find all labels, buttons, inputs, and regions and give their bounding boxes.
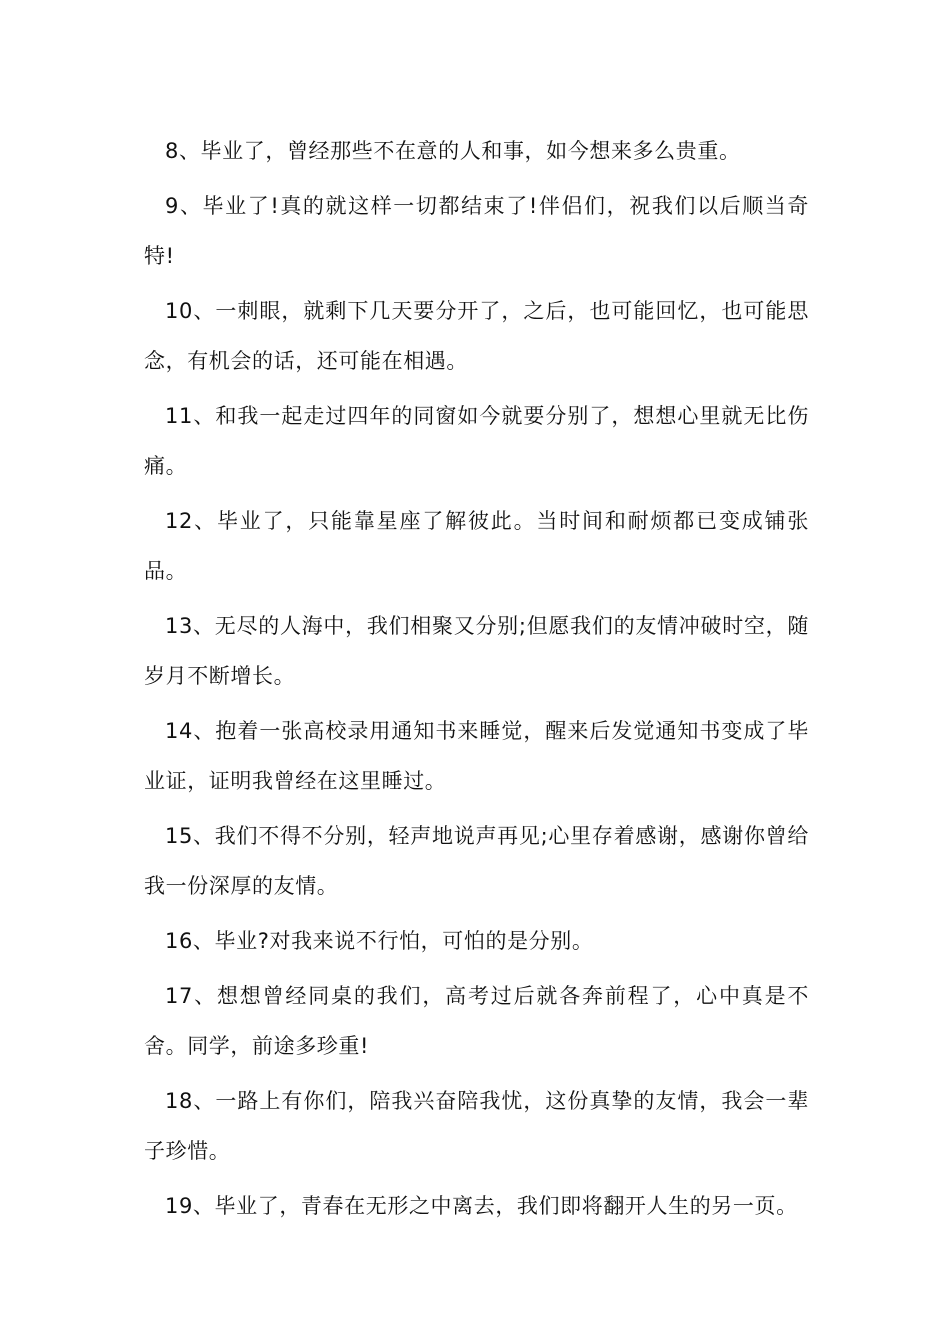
paragraph-15: 15、我们不得不分别，轻声地说声再见;心里存着感谢，感谢你曾给我一份深厚的友情。 <box>144 824 809 898</box>
paragraph-19: 19、毕业了，青春在无形之中离去，我们即将翻开人生的另一页。 <box>165 1194 798 1218</box>
paragraph-14: 14、抱着一张高校录用通知书来睡觉，醒来后发觉通知书变成了毕业证，证明我曾经在这里睡过。 <box>144 719 809 793</box>
document-body <box>144 126 809 1236</box>
paragraph-10: 10、一刺眼，就剩下几天要分开了，之后，也可能回忆，也可能思念，有机会的话，还可能在相遇。 <box>144 299 809 373</box>
paragraph-17: 17、想想曾经同桌的我们，高考过后就各奔前程了，心中真是不舍。同学，前途多珍重! <box>144 984 809 1058</box>
paragraph-8: 8、毕业了，曾经那些不在意的人和事，如今想来多么贵重。 <box>165 139 741 163</box>
paragraph-18: 18、一路上有你们，陪我兴奋陪我忧，这份真挚的友情，我会一辈子珍惜。 <box>144 1089 809 1163</box>
paragraph-13: 13、无尽的人海中，我们相聚又分别;但愿我们的友情冲破时空，随岁月不断增长。 <box>144 614 809 688</box>
paragraph-16: 16、毕业?对我来说不行怕，可怕的是分别。 <box>165 929 594 953</box>
paragraph-12: 12、毕业了，只能靠星座了解彼此。当时间和耐烦都已变成铺张品。 <box>144 509 809 583</box>
paragraph-9: 9、毕业了!真的就这样一切都结束了!伴侣们，祝我们以后顺当奇特! <box>144 194 809 268</box>
paragraph-11: 11、和我一起走过四年的同窗如今就要分别了，想想心里就无比伤痛。 <box>144 404 809 478</box>
